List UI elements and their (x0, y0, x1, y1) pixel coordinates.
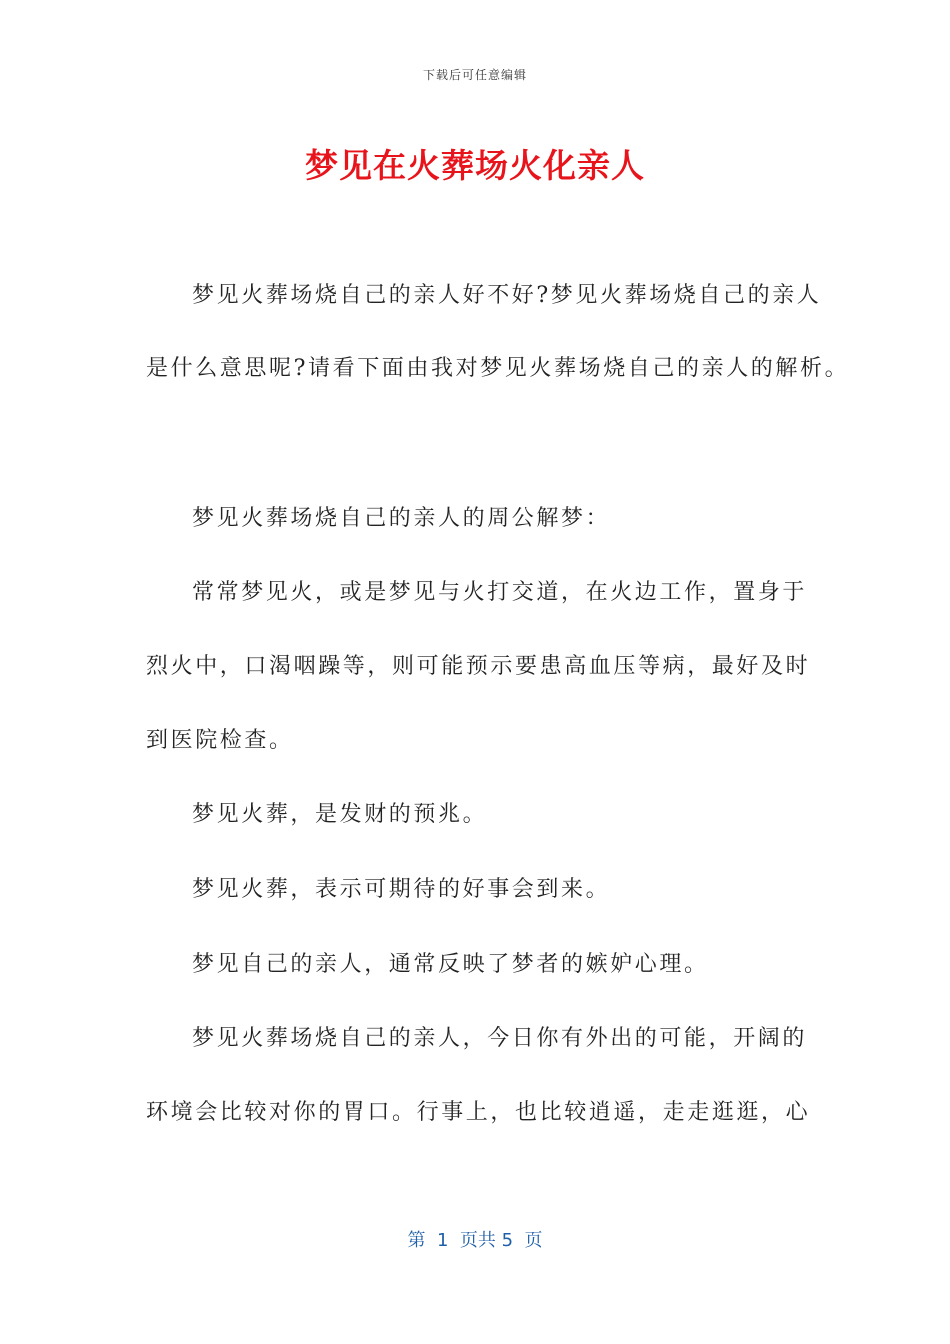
paragraph-line: 环境会比较对你的胃口。行事上，也比较逍遥，走走逛逛，心 (146, 1100, 811, 1125)
paragraph-line: 梦见火葬场烧自己的亲人好不好?梦见火葬场烧自己的亲人 (192, 283, 822, 308)
paragraph-line: 梦见火葬场烧自己的亲人，今日你有外出的可能，开阔的 (192, 1026, 808, 1051)
paragraph-line: 梦见火葬，表示可期待的好事会到来。 (192, 877, 611, 902)
paragraph-line: 梦见火葬，是发财的预兆。 (192, 802, 488, 827)
header-note: 下载后可任意编辑 (422, 68, 527, 82)
paragraph-line: 常常梦见火，或是梦见与火打交道，在火边工作，置身于 (192, 580, 808, 605)
document-title: 梦见在火葬场火化亲人 (305, 146, 645, 185)
page-number-footer: 第 1 页共 5 页 (407, 1230, 543, 1251)
paragraph-line: 梦见自己的亲人，通常反映了梦者的嫉妒心理。 (192, 952, 709, 977)
paragraph-line: 烈火中，口渴咽躁等，则可能预示要患高血压等病，最好及时 (146, 654, 811, 679)
paragraph-line: 梦见火葬场烧自己的亲人的周公解梦： (192, 506, 611, 531)
paragraph-line: 到医院检查。 (146, 728, 294, 753)
paragraph-line: 是什么意思呢?请看下面由我对梦见火葬场烧自己的亲人的解析。 (146, 356, 850, 381)
